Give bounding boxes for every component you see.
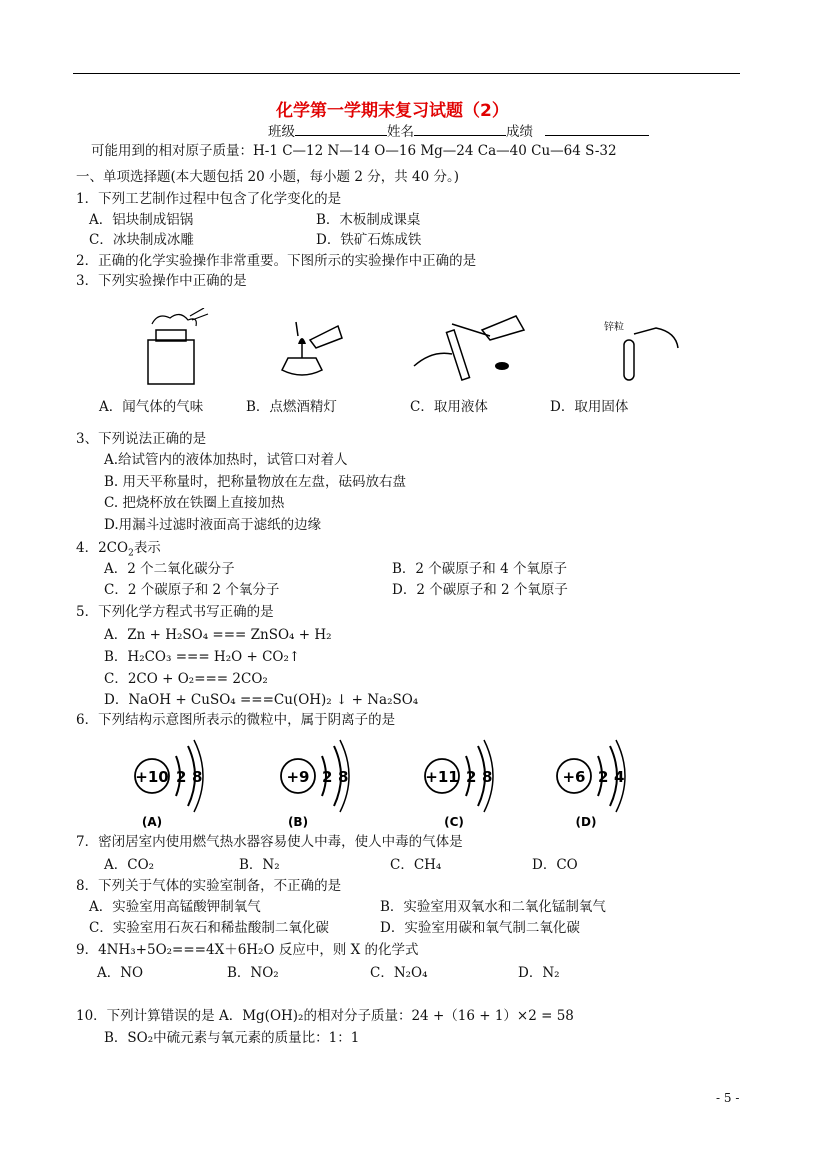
- student-info-line: [268, 121, 649, 142]
- page-title: 化学第一学期末复习试题（2）: [276, 101, 509, 121]
- q1-option-d[interactable]: D．铁矿石炼成铁: [316, 232, 422, 248]
- q9-stem: 9．4NH₃+5O₂===4X＋6H₂O 反应中，则 X 的化学式: [76, 942, 419, 958]
- q1-stem: 1．下列工艺制作过程中包含了化学变化的是: [76, 191, 342, 207]
- q7-option-c[interactable]: C．CH₄: [390, 857, 442, 873]
- q7-option-b[interactable]: B．N₂: [239, 857, 280, 873]
- take-liquid-illustration: [412, 310, 532, 384]
- q3b-option-b[interactable]: B. 用天平称量时，把称量物放在左盘，砝码放右盘: [104, 474, 407, 490]
- q2-stem: 2．正确的化学实验操作非常重要。下图所示的实验操作中正确的是: [76, 253, 477, 269]
- q3b-option-a[interactable]: A.给试管内的液体加热时，试管口对着人: [104, 452, 348, 468]
- q3b-option-c[interactable]: C. 把烧杯放在铁圈上直接加热: [104, 495, 285, 511]
- q1-option-b[interactable]: B．木板制成课桌: [316, 212, 421, 228]
- class-label: 班级: [268, 124, 295, 140]
- q4-option-d[interactable]: D．2 个碳原子和 2 个氧原子: [392, 582, 568, 598]
- zinc-label: 锌粒: [604, 322, 624, 333]
- q3b-option-d[interactable]: D.用漏斗过滤时液面高于滤纸的边缘: [104, 517, 322, 533]
- q5-option-b[interactable]: B．H₂CO₃ === H₂O + CO₂↑: [104, 649, 301, 665]
- q5-option-c[interactable]: C．2CO + O₂=== 2CO₂: [104, 671, 268, 687]
- name-blank[interactable]: [414, 121, 506, 136]
- q1-option-a[interactable]: A．铝块制成铝锅: [89, 212, 194, 228]
- q3a-option-a[interactable]: A．闻气体的气味: [99, 399, 204, 415]
- score-label: 成绩: [506, 124, 533, 140]
- alcohol-lamp-illustration: [276, 318, 348, 380]
- q9-option-d[interactable]: D．N₂: [518, 965, 560, 981]
- q6-stem: 6．下列结构示意图所表示的微粒中，属于阴离子的是: [76, 712, 396, 728]
- take-solid-illustration: [596, 318, 686, 384]
- atomic-masses: 可能用到的相对原子质量：H-1 C—12 N—14 O—16 Mg—24 Ca—40 Cu—64 S-32: [91, 143, 617, 159]
- q5-option-d[interactable]: D．NaOH + CuSO₄ ===Cu(OH)₂ ↓ + Na₂SO₄: [104, 692, 419, 708]
- svg-text:(C): (C): [444, 815, 464, 828]
- svg-text:(B): (B): [287, 815, 309, 828]
- q10-stem: 10．下列计算错误的是 A．Mg(OH)₂的相对分子质量：24 +（16 + 1）×2 = 58: [76, 1008, 574, 1024]
- svg-text:2: 2: [322, 768, 333, 786]
- q8-stem: 8．下列关于气体的实验室制备，不正确的是: [76, 878, 342, 894]
- q5-option-a[interactable]: A．Zn + H₂SO₄ === ZnSO₄ + H₂: [104, 627, 332, 643]
- q3b-stem: 3、下列说法正确的是: [76, 431, 207, 447]
- smell-gas-illustration: [138, 308, 210, 386]
- svg-text:2: 2: [466, 768, 477, 786]
- q4-option-b[interactable]: B．2 个碳原子和 4 个氧原子: [392, 561, 567, 577]
- q7-option-d[interactable]: D．CO: [532, 857, 578, 873]
- q4-option-a[interactable]: A．2 个二氧化碳分子: [104, 561, 235, 577]
- svg-text:8: 8: [338, 768, 349, 786]
- q7-stem: 7．密闭居室内使用燃气热水器容易使人中毒，使人中毒的气体是: [76, 834, 463, 850]
- svg-text:+6: +6: [562, 768, 586, 786]
- q9-option-b[interactable]: B．NO₂: [227, 965, 279, 981]
- svg-text:2: 2: [598, 768, 609, 786]
- q3a-option-b[interactable]: B．点燃酒精灯: [246, 399, 337, 415]
- q7-option-a[interactable]: A．CO₂: [104, 857, 155, 873]
- q1-option-c[interactable]: C．冰块制成冰雕: [89, 232, 194, 248]
- section-heading: 一、单项选择题(本大题包括 20 小题，每小题 2 分，共 40 分。): [76, 169, 459, 185]
- atom-diagram-a[interactable]: [128, 738, 228, 828]
- q3a-option-c[interactable]: C．取用液体: [410, 399, 488, 415]
- q8-option-c[interactable]: C．实验室用石灰石和稀盐酸制二氧化碳: [89, 920, 329, 936]
- svg-text:2: 2: [176, 768, 187, 786]
- svg-text:4: 4: [614, 768, 625, 786]
- name-label: 姓名: [387, 124, 414, 140]
- svg-text:+11: +11: [425, 768, 459, 786]
- svg-text:+9: +9: [286, 768, 310, 786]
- page-number: - 5 -: [716, 1091, 740, 1105]
- q9-option-a[interactable]: A．NO: [97, 965, 144, 981]
- q4-stem: 4．$2CO_2$表示: [76, 540, 161, 559]
- svg-text:(D): (D): [575, 815, 597, 828]
- q8-option-d[interactable]: D．实验室用碳和氧气制二氧化碳: [380, 920, 580, 936]
- score-blank[interactable]: [545, 121, 649, 136]
- svg-text:8: 8: [482, 768, 493, 786]
- q3a-option-d[interactable]: D．取用固体: [550, 399, 629, 415]
- svg-text:(A): (A): [141, 815, 163, 828]
- atom-diagram-c[interactable]: [412, 738, 512, 828]
- q8-option-a[interactable]: A．实验室用高锰酸钾制氧气: [89, 899, 261, 915]
- atom-diagram-d[interactable]: [550, 738, 650, 828]
- class-blank[interactable]: [295, 121, 387, 136]
- q9-option-c[interactable]: C．N₂O₄: [370, 965, 428, 981]
- svg-text:8: 8: [192, 768, 203, 786]
- svg-text:+10: +10: [135, 768, 169, 786]
- q10-option-b[interactable]: B．SO₂中硫元素与氧元素的质量比：1：1: [104, 1030, 360, 1046]
- q8-option-b[interactable]: B．实验室用双氧水和二氧化锰制氧气: [380, 899, 606, 915]
- atom-diagram-b[interactable]: [268, 738, 368, 828]
- header-rule: [73, 73, 740, 74]
- q5-stem: 5．下列化学方程式书写正确的是: [76, 604, 274, 620]
- q4-option-c[interactable]: C．2 个碳原子和 2 个氧分子: [104, 582, 280, 598]
- q3a-stem: 3．下列实验操作中正确的是: [76, 273, 247, 289]
